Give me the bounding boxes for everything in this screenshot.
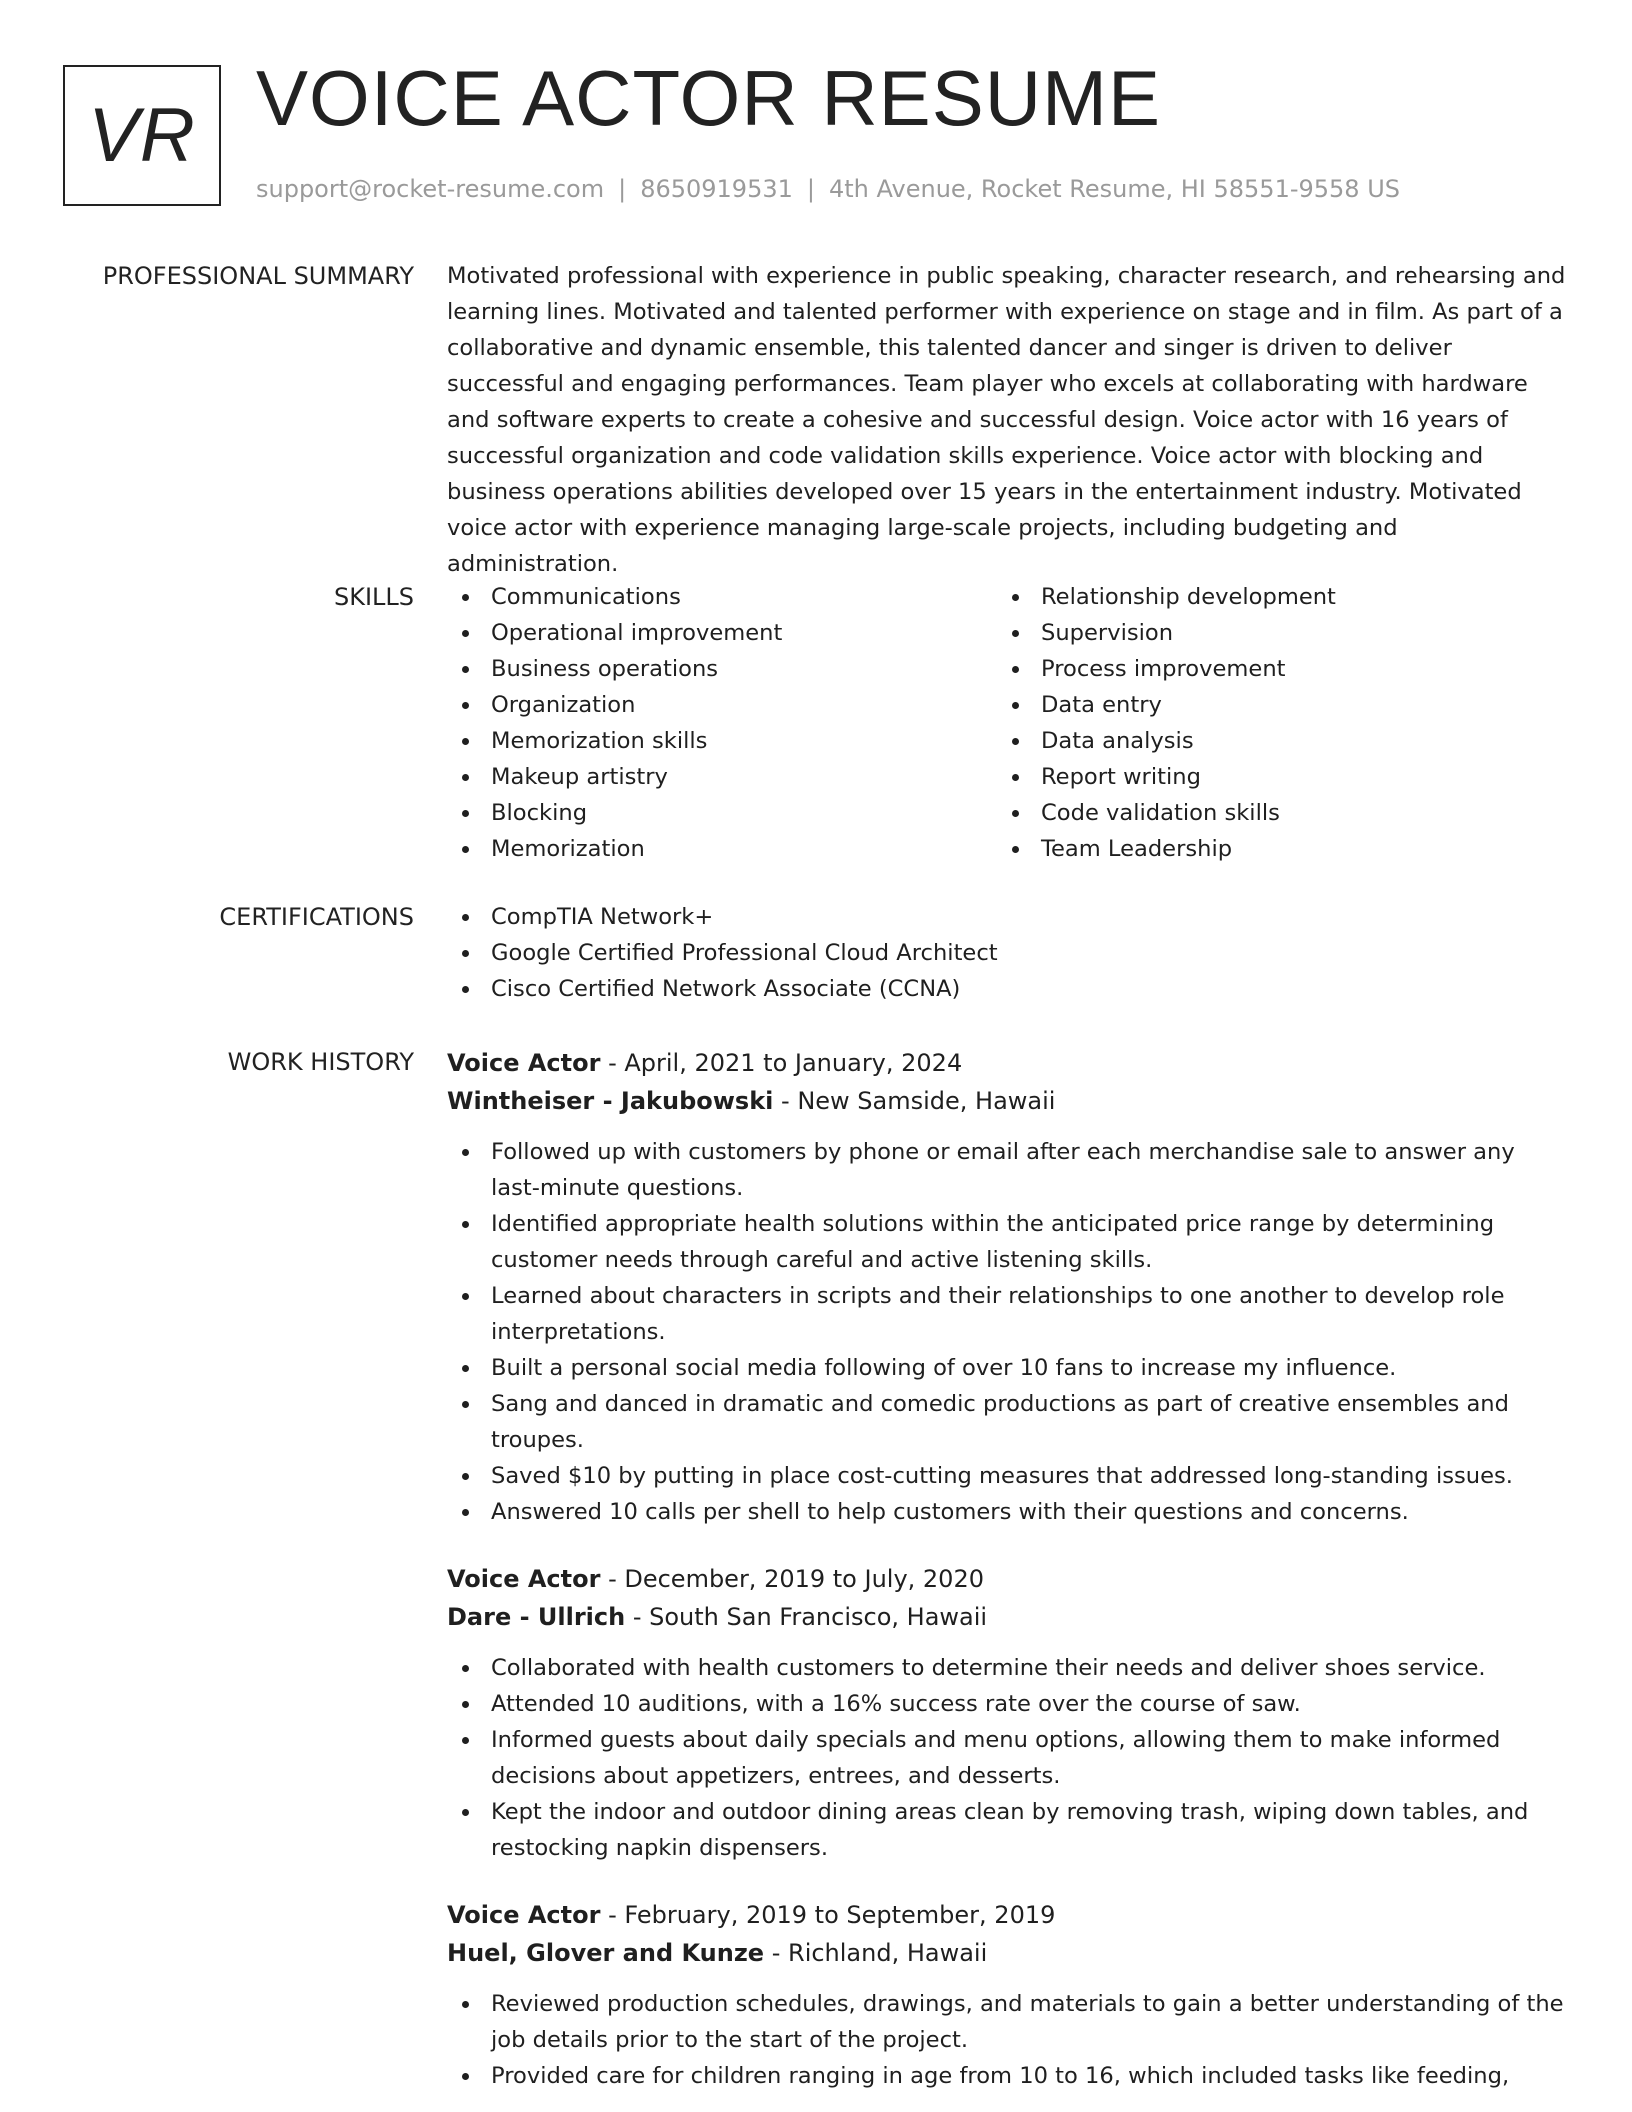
summary-text: Motivated professional with experience in public speaking, character research, and rehearsing and learning lines. Motivated and talented performer with experience on stage and in film. As part of a collaborative and dynamic ensemble, this talented dancer and singer is driven to deliver successful and engaging performances. Team player who excels at collaborating with hardware and software experts to create a cohesive and successful design. Voice actor with 16 years of successful organization and code validation skills experience. Voice actor with blocking and business operations abilities developed over 15 years in the entertainment industry. Motivated voice actor with experience managing large-scale projects, including budgeting and administration. bbox=[447, 263, 1566, 577]
skill-item: Blocking bbox=[447, 795, 997, 831]
skill-item: Supervision bbox=[997, 615, 1547, 651]
skill-item: Makeup artistry bbox=[447, 759, 997, 795]
job-duty-item: Followed up with customers by phone or email after each merchandise sale to answer any last-minute questions. bbox=[447, 1134, 1567, 1206]
skill-item: Memorization bbox=[447, 831, 997, 867]
contact-phone: 8650919531 bbox=[640, 175, 793, 203]
contact-separator: | bbox=[618, 175, 627, 203]
job-duty-item: Identified appropriate health solutions within the anticipated price range by determining customer needs through careful and active listening skills. bbox=[447, 1206, 1567, 1278]
job-dates: - February, 2019 to September, 2019 bbox=[600, 1901, 1056, 1929]
contact-separator: | bbox=[806, 175, 815, 203]
skill-item: Memorization skills bbox=[447, 723, 997, 759]
certifications-list bbox=[447, 899, 1567, 1007]
job-entry bbox=[447, 1044, 1567, 1530]
job-dates: - December, 2019 to July, 2020 bbox=[600, 1565, 984, 1593]
job-duty-item: Saved $10 by putting in place cost-cutting measures that addressed long-standing issues. bbox=[447, 1458, 1567, 1494]
job-duties-list bbox=[447, 1134, 1567, 1530]
skill-item: Data entry bbox=[997, 687, 1547, 723]
skill-item: Relationship development bbox=[997, 579, 1547, 615]
job-company-line bbox=[447, 1082, 1567, 1120]
job-duty-item: Sang and danced in dramatic and comedic productions as part of creative ensembles and troupes. bbox=[447, 1386, 1567, 1458]
job-company: Dare - Ullrich bbox=[447, 1603, 626, 1631]
job-duty-item: Learned about characters in scripts and their relationships to one another to develop role interpretations. bbox=[447, 1278, 1567, 1350]
job-location: - Richland, Hawaii bbox=[764, 1939, 988, 1967]
skill-item: Communications bbox=[447, 579, 997, 615]
job-duty-item: Built a personal social media following of over 10 fans to increase my influence. bbox=[447, 1350, 1567, 1386]
skills-heading: SKILLS bbox=[333, 583, 414, 611]
skill-item: Process improvement bbox=[997, 651, 1547, 687]
certification-item: Google Certified Professional Cloud Architect bbox=[447, 935, 1567, 971]
job-duty-item: Attended 10 auditions, with a 16% success rate over the course of saw. bbox=[447, 1686, 1567, 1722]
job-company: Wintheiser - Jakubowski bbox=[447, 1087, 774, 1115]
monogram-logo: VR bbox=[63, 65, 221, 206]
job-duty-item: Kept the indoor and outdoor dining areas clean by removing trash, wiping down tables, and restocking napkin dispensers. bbox=[447, 1794, 1567, 1866]
skill-item: Organization bbox=[447, 687, 997, 723]
skill-item: Report writing bbox=[997, 759, 1547, 795]
job-role: Voice Actor bbox=[447, 1565, 601, 1593]
skill-item: Operational improvement bbox=[447, 615, 997, 651]
contact-line bbox=[256, 175, 1400, 203]
skills-body bbox=[447, 579, 1567, 867]
work-heading: WORK HISTORY bbox=[227, 1048, 414, 1076]
job-company-line bbox=[447, 1934, 1567, 1972]
job-title-line bbox=[447, 1896, 1567, 1934]
job-duty-item: Informed guests about daily specials and menu options, allowing them to make informed decisions about appetizers, entrees, and desserts. bbox=[447, 1722, 1567, 1794]
certifications-body bbox=[447, 899, 1567, 1007]
job-title-line bbox=[447, 1044, 1567, 1082]
skill-item: Data analysis bbox=[997, 723, 1547, 759]
job-dates: - April, 2021 to January, 2024 bbox=[600, 1049, 963, 1077]
skill-item: Team Leadership bbox=[997, 831, 1547, 867]
certification-item: CompTIA Network+ bbox=[447, 899, 1567, 935]
certification-item: Cisco Certified Network Associate (CCNA) bbox=[447, 971, 1567, 1007]
contact-email: support@rocket-resume.com bbox=[256, 175, 605, 203]
certifications-heading: CERTIFICATIONS bbox=[219, 903, 414, 931]
job-duty-item: Answered 10 calls per shell to help customers with their questions and concerns. bbox=[447, 1494, 1567, 1530]
job-title-line bbox=[447, 1560, 1567, 1598]
skill-item: Business operations bbox=[447, 651, 997, 687]
skill-item: Code validation skills bbox=[997, 795, 1547, 831]
job-duty-item: Reviewed production schedules, drawings, and materials to gain a better understanding of the job details prior to the start of the project. bbox=[447, 1986, 1567, 2058]
summary-heading: PROFESSIONAL SUMMARY bbox=[102, 262, 414, 290]
job-entry bbox=[447, 1896, 1567, 2094]
resume-title: VOICE ACTOR RESUME bbox=[256, 54, 1162, 142]
job-role: Voice Actor bbox=[447, 1901, 601, 1929]
contact-address: 4th Avenue, Rocket Resume, HI 58551-9558 US bbox=[828, 175, 1401, 203]
job-location: - South San Francisco, Hawaii bbox=[625, 1603, 988, 1631]
summary-body bbox=[447, 258, 1567, 582]
job-duty-item: Provided care for children ranging in age from 10 to 16, which included tasks like feeding, bbox=[447, 2058, 1567, 2094]
job-duties-list bbox=[447, 1986, 1567, 2094]
job-company-line bbox=[447, 1598, 1567, 1636]
job-company: Huel, Glover and Kunze bbox=[447, 1939, 765, 1967]
skills-list-right bbox=[997, 579, 1547, 867]
job-location: - New Samside, Hawaii bbox=[773, 1087, 1056, 1115]
job-duty-item: Collaborated with health customers to determine their needs and deliver shoes service. bbox=[447, 1650, 1567, 1686]
job-entry bbox=[447, 1560, 1567, 1866]
job-role: Voice Actor bbox=[447, 1049, 601, 1077]
work-body bbox=[447, 1044, 1567, 2112]
skills-list-left bbox=[447, 579, 997, 867]
job-duties-list bbox=[447, 1650, 1567, 1866]
